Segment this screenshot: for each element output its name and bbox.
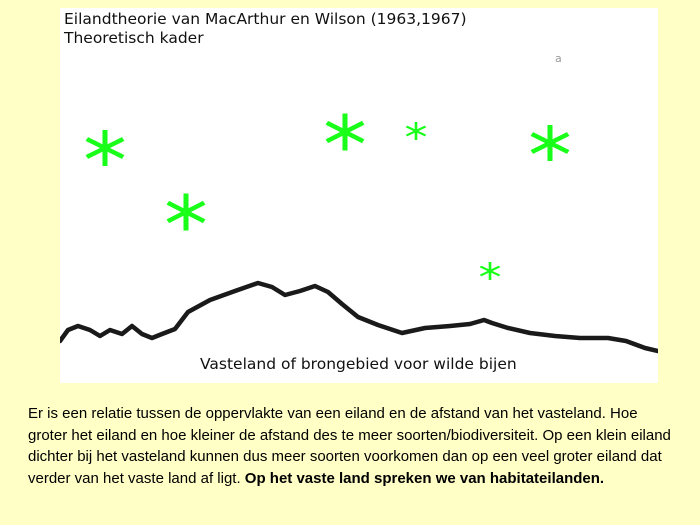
caption-text: Er is een relatie tussen de oppervlakte van een eiland en de afstand van het vasteland. Hoe groter het eiland en hoe kleiner de afstand des te meer soorten/biodiversiteit. Op een klein eiland dichter bij het vasteland kunnen dus meer soorten voorkomen dan op een veel groter eiland dat verder van het vaste land af ligt. [28,405,671,487]
figure-title-line-1: Eilandtheorie van MacArthur en Wilson (1963,1967) [64,10,467,28]
island-large-top-left [86,130,125,166]
mainland-label: Vasteland of brongebied voor wilde bijen [200,355,517,373]
figure-title-line-2: Theoretisch kader [64,29,204,47]
island-small-near-mainland [480,262,500,280]
mainland-outline [60,283,658,351]
island-large-center [326,114,365,151]
caption [28,403,676,489]
island-large-right [531,125,570,161]
figure-panel [60,8,658,383]
stray-mark: a [555,52,562,65]
island-large-left-lower [167,194,206,231]
caption-bold-text: Op het vaste land spreken we van habitateilanden. [244,469,605,487]
figure-title [64,10,467,48]
island-small-center [406,122,426,140]
island-diagram [60,8,658,383]
